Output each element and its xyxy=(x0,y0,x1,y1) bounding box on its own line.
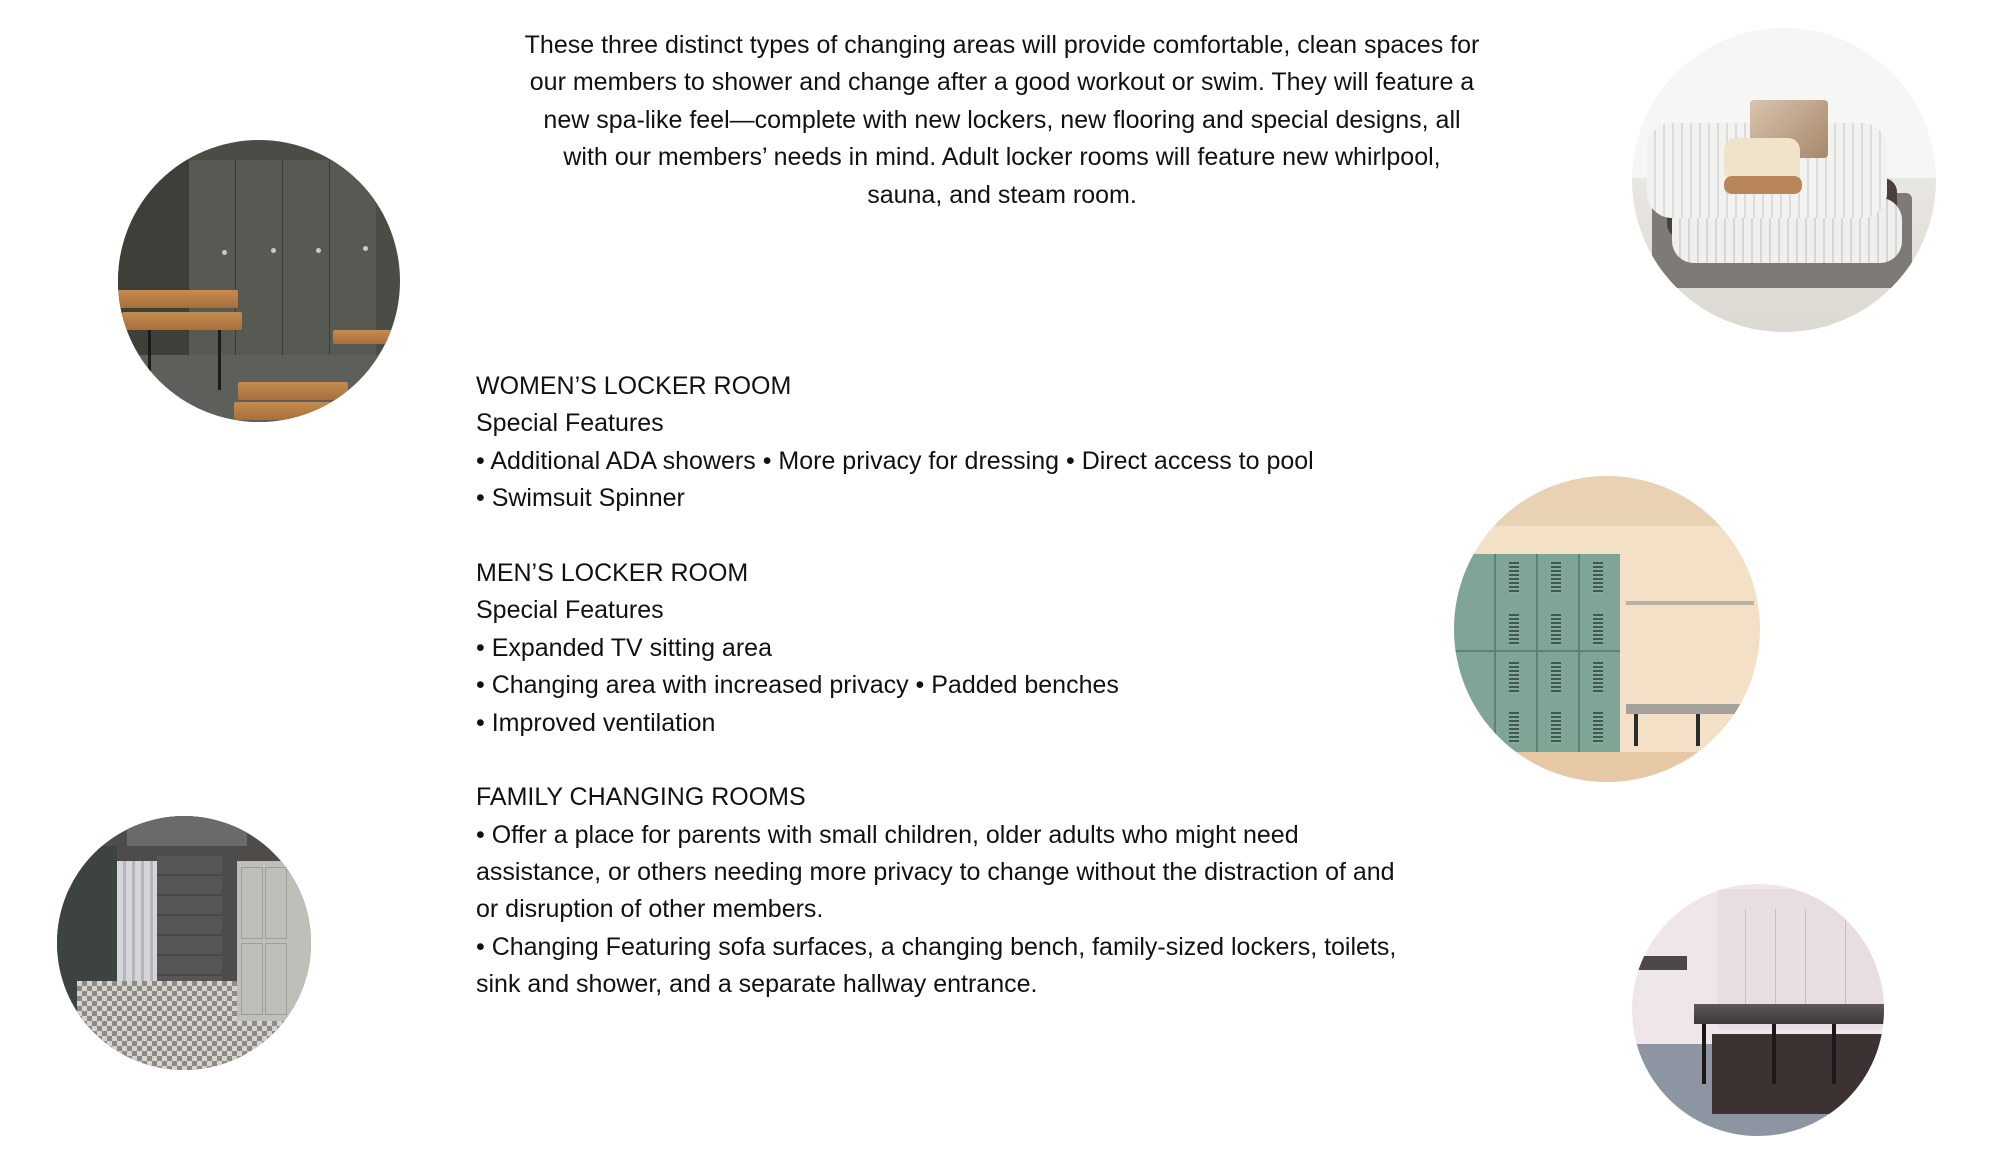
feature-line: • Offer a place for parents with small children, older adults who might need xyxy=(476,820,1299,849)
photo-dark-lockers xyxy=(118,140,400,422)
section-subheading: Special Features xyxy=(476,596,664,625)
section-heading: WOMEN’S LOCKER ROOM xyxy=(476,372,792,400)
wood-bench xyxy=(333,330,393,344)
wood-bench xyxy=(118,290,238,308)
feature-line: • Changing Featuring sofa surfaces, a changing bench, family-sized lockers, toilets, xyxy=(476,932,1397,961)
tile-wall xyxy=(157,856,222,986)
feature-line: assistance, or others needing more privacy to change without the distraction of and xyxy=(476,858,1395,887)
feature-line: • Swimsuit Spinner xyxy=(476,484,685,513)
photo-ceiling xyxy=(127,816,247,846)
feature-line: • Expanded TV sitting area xyxy=(476,633,772,662)
black-bench xyxy=(1694,1004,1884,1024)
bench-leg xyxy=(1772,1024,1776,1084)
intro-line: new spa-like feel—complete with new lockers, new flooring and special designs, all xyxy=(543,105,1461,134)
locker-door xyxy=(282,160,329,360)
wood-bench xyxy=(122,312,242,330)
photo-black-bench xyxy=(1632,884,1884,1136)
gray-lockers xyxy=(237,861,311,1021)
intro-line: These three distinct types of changing areas will provide comfortable, clean spaces for xyxy=(524,31,1480,59)
bench-leg xyxy=(1832,1024,1836,1084)
feature-line: • Improved ventilation xyxy=(476,708,716,737)
bath-brush-base xyxy=(1724,176,1802,194)
coat-hooks xyxy=(1626,601,1754,605)
feature-line: sink and shower, and a separate hallway entrance. xyxy=(476,970,1038,999)
intro-line: with our members’ needs in mind. Adult locker rooms will feature new whirlpool, xyxy=(563,143,1441,172)
section-subheading: Special Features xyxy=(476,409,664,438)
locker-knob xyxy=(271,248,276,253)
bench-leg xyxy=(218,330,221,390)
green-locker-bank xyxy=(1454,554,1620,752)
family-section xyxy=(476,779,1576,1003)
wood-bench xyxy=(234,402,344,420)
locker-knob xyxy=(363,246,368,251)
intro-paragraph xyxy=(452,27,1552,217)
bench-leg xyxy=(1696,714,1700,746)
mens-section xyxy=(476,555,1576,742)
bath-brush xyxy=(1724,138,1800,178)
section-heading: MEN’S LOCKER ROOM xyxy=(476,558,749,587)
bench-leg xyxy=(148,330,151,390)
locker-room-details xyxy=(476,368,1576,998)
feature-line: • Additional ADA showers • More privacy for dressing • Direct access to pool xyxy=(476,446,1314,475)
locker-door xyxy=(235,160,282,360)
womens-section xyxy=(476,368,1576,518)
section-heading: FAMILY CHANGING ROOMS xyxy=(476,783,806,812)
feature-line: or disruption of other members. xyxy=(476,895,824,924)
bench-leg xyxy=(1702,1024,1706,1084)
bench-leg xyxy=(1634,714,1638,746)
locker-knob xyxy=(316,248,321,253)
locker-door xyxy=(188,160,235,360)
locker-knob xyxy=(222,250,227,255)
wood-bench xyxy=(238,382,348,400)
bench-shadow xyxy=(1712,1034,1884,1114)
photo-green-lockers xyxy=(1454,476,1760,782)
feature-line: • Changing area with increased privacy • Padded benches xyxy=(476,671,1119,700)
photo-shower xyxy=(57,816,311,1070)
intro-line: sauna, and steam room. xyxy=(867,180,1137,209)
metal-bench xyxy=(1626,704,1744,714)
back-bench xyxy=(1632,956,1687,970)
photo-towels xyxy=(1632,28,1936,332)
intro-line: our members to shower and change after a good workout or swim. They will feature a xyxy=(529,68,1475,97)
photo-ceiling xyxy=(1454,476,1760,526)
photo-floor xyxy=(1454,752,1760,782)
